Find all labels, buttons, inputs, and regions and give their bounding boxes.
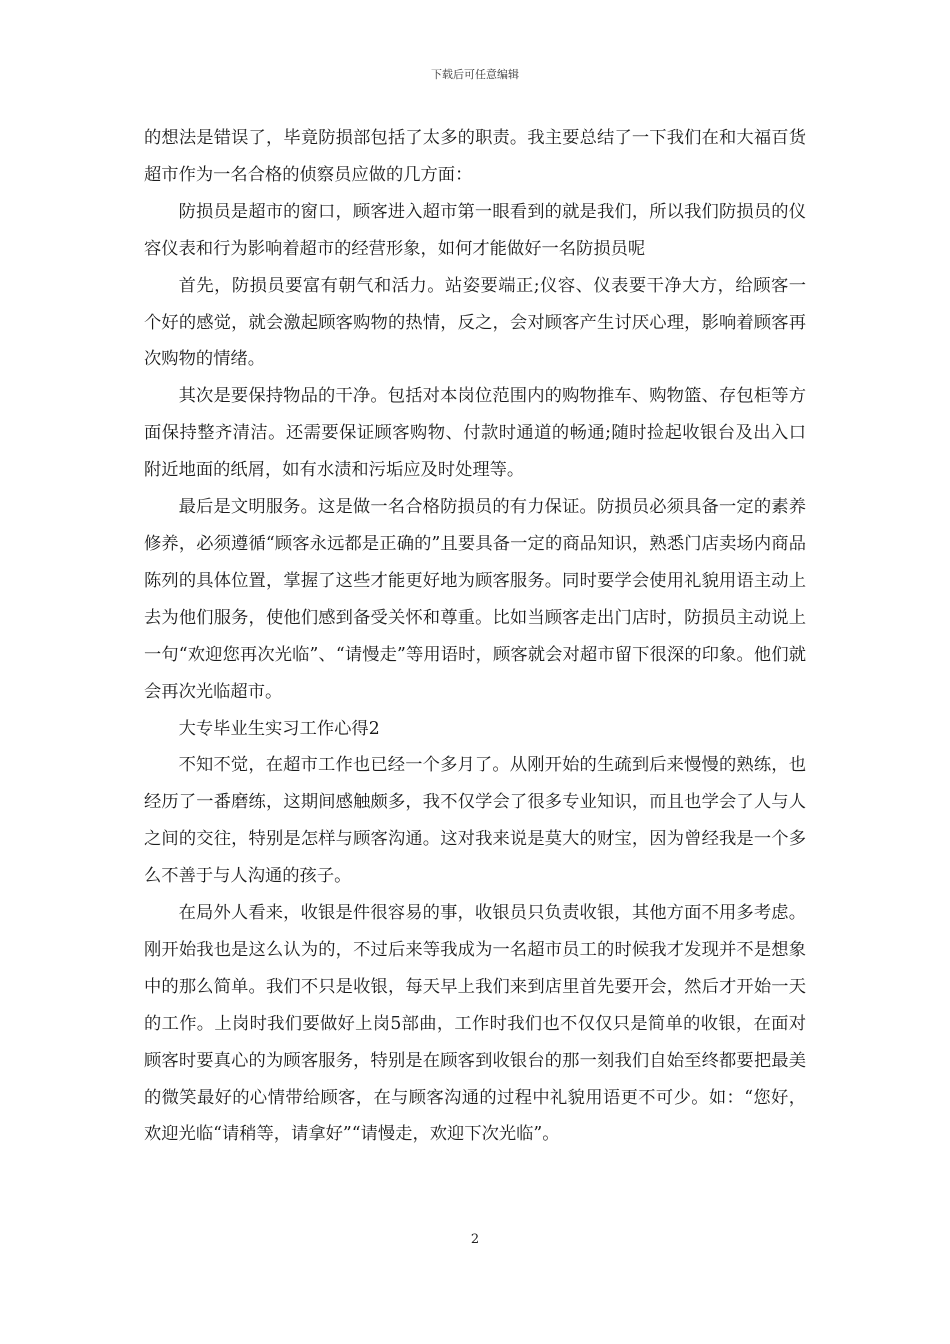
paragraph: 首先，防损员要富有朝气和活力。站姿要端正;仪容、仪表要干净大方，给顾客一个好的感觉，就会激起顾客购物的热情，反之，会对顾客产生讨厌心理，影响着顾客再次购物的情绪。 [144,275,806,370]
paragraph: 其次是要保持物品的干净。包括对本岗位范围内的购物推车、购物篮、存包柜等方面保持整齐清洁。还需要保证顾客购物、付款时通道的畅通;随时捡起收银台及出入口附近地面的纸屑，如有水渍和污垢应及时处理等。 [144,386,806,481]
paragraph: 在局外人看来，收银是件很容易的事，收银员只负责收银，其他方面不用多考虑。刚开始我也是这么认为的，不过后来等我成为一名超市员工的时候我才发现并不是想象中的那么简单。我们不只是收银，每天早上我们来到店里首先要开会，然后才开始一天的工作。上岗时我们要做好上岗5部曲，工作时我们也不仅仅只是简单的收银，在面对顾客时要真心的为顾客服务，特别是在顾客到收银台的那一刻我们自始至终都要把最美的微笑最好的心情带给顾客，在与顾客沟通的过程中礼貌用语更不可少。如：“您好，欢迎光临“请稍等，请拿好”“请慢走，欢迎下次光临”。 [144,903,806,1145]
paragraph: 最后是文明服务。这是做一名合格防损员的有力保证。防损员必须具备一定的素养修养，必须遵循“顾客永远都是正确的”且要具备一定的商品知识，熟悉门店卖场内商品陈列的具体位置，掌握了这些才能更好地为顾客服务。同时要学会使用礼貌用语主动上去为他们服务，使他们感到备受关怀和尊重。比如当顾客走出门店时，防损员主动说上一句“欢迎您再次光临”、“请慢走”等用语时，顾客就会对超市留下很深的印象。他们就会再次光临超市。 [144,497,806,702]
body-text [144,120,806,1153]
page-header: 下载后可任意编辑 [431,68,519,81]
paragraph: 不知不觉，在超市工作也已经一个多月了。从刚开始的生疏到后来慢慢的熟练，也经历了一番磨练，这期间感触颇多，我不仅学会了很多专业知识，而且也学会了人与人之间的交往，特别是怎样与顾客沟通。这对我来说是莫大的财宝，因为曾经我是一个多么不善于与人沟通的孩子。 [144,755,806,887]
section-heading: 大专毕业生实习工作心得2 [178,718,380,739]
page-number: 2 [470,1232,480,1247]
paragraph: 防损员是超市的窗口，顾客进入超市第一眼看到的就是我们，所以我们防损员的仪容仪表和行为影响着超市的经营形象，如何才能做好一名防损员呢 [144,201,806,259]
paragraph-continued: 的想法是错误了，毕竟防损部包括了太多的职责。我主要总结了一下我们在和大福百货超市作为一名合格的侦察员应做的几方面： [144,128,806,185]
